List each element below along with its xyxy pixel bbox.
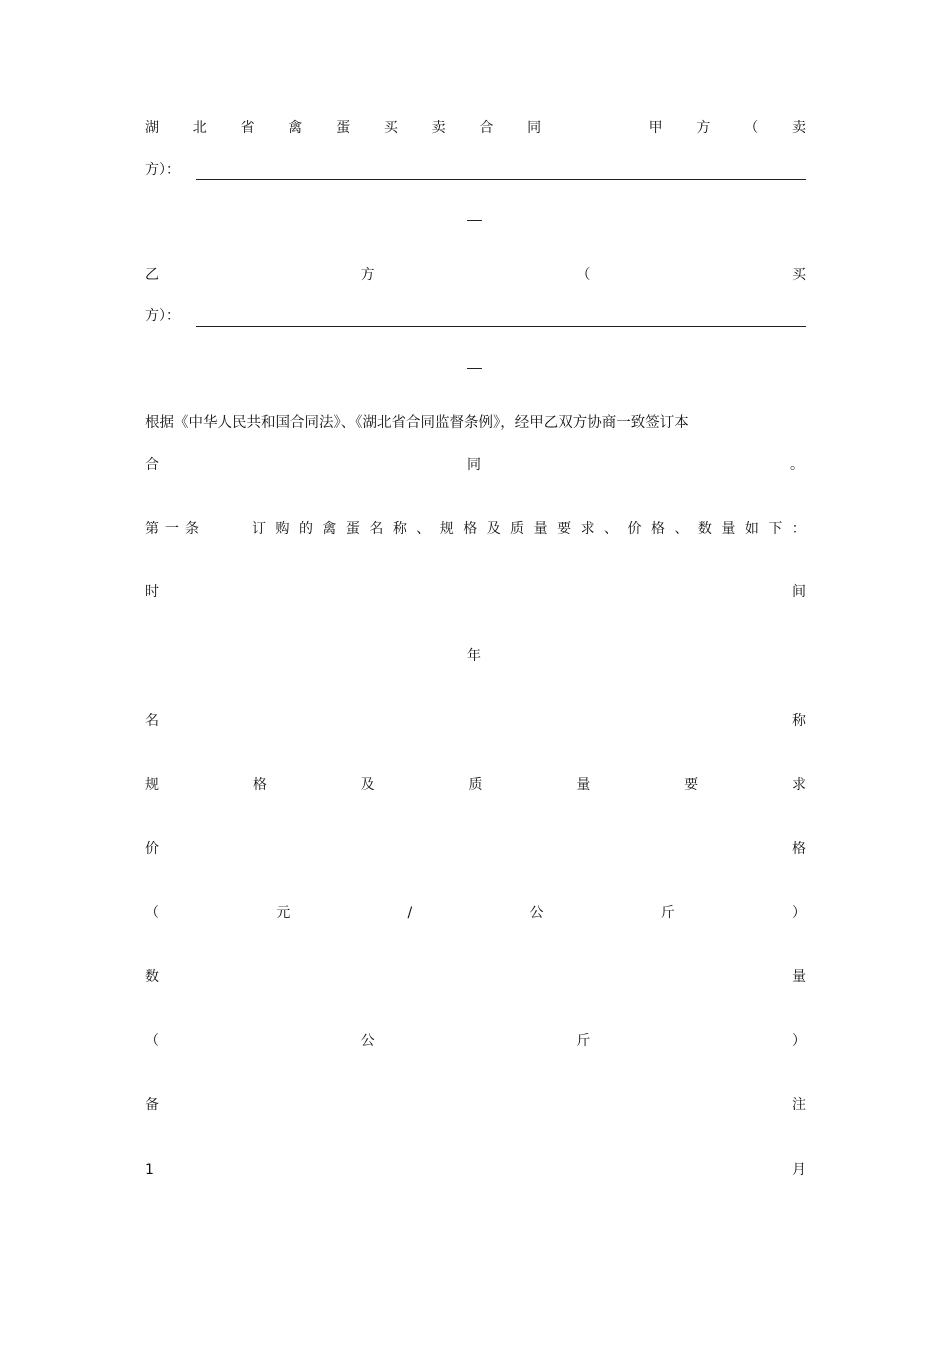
article-1-char: 格: [650, 521, 665, 537]
article-1-char: 购: [275, 521, 290, 537]
quantity-unit-char: （: [145, 1033, 159, 1049]
contract-title-line: [145, 118, 806, 138]
article-1-char: 、: [674, 521, 689, 537]
title-gap: [575, 118, 615, 138]
remark-label-end: 注: [792, 1097, 806, 1113]
article-1-line: [145, 519, 806, 539]
spec-label-line: [145, 775, 806, 795]
party-a-char: 方: [696, 120, 711, 136]
party-a-label: 方）：: [145, 162, 180, 178]
article-1-char: ：: [791, 521, 806, 537]
article-1-heading: 第一条: [145, 521, 205, 537]
title-char: 北: [192, 120, 207, 136]
contract-period: 。: [790, 457, 804, 473]
title-char: 买: [383, 120, 398, 136]
price-unit-char: 斤: [660, 905, 675, 921]
article-1-char: 量: [721, 521, 736, 537]
article-1-char: 如: [744, 521, 759, 537]
quantity-label-start: 数: [145, 969, 159, 985]
party-b-label: 方）：: [145, 308, 180, 324]
spec-char: 格: [252, 777, 267, 793]
spec-char: 求: [791, 777, 806, 793]
article-1-char: 及: [486, 521, 501, 537]
party-b-fill-line[interactable]: [196, 326, 806, 327]
article-1-text: [252, 519, 806, 539]
time-label-start: 时: [145, 584, 159, 600]
article-1-char: 下: [768, 521, 783, 537]
remark-label-start: 备: [145, 1097, 159, 1113]
party-b-char: （: [576, 267, 591, 283]
article-1-char: 量: [533, 521, 548, 537]
name-label-end: 称: [792, 713, 806, 729]
quantity-unit-char: ）: [791, 1033, 806, 1049]
title-char: 同: [527, 120, 542, 136]
party-b-char: 方: [360, 267, 375, 283]
article-1-char: 、: [416, 521, 431, 537]
party-a-char: 卖: [791, 120, 806, 136]
article-1-char: 要: [557, 521, 572, 537]
spec-char: 质: [468, 777, 483, 793]
price-unit-char: 元: [276, 905, 291, 921]
article-1-char: 的: [298, 521, 313, 537]
party-a-char: 甲: [648, 120, 663, 136]
price-label-start: 价: [145, 841, 159, 857]
year-label: 年: [467, 648, 481, 664]
article-1-char: 禽: [322, 521, 337, 537]
month-label: 月: [792, 1162, 806, 1178]
quantity-unit-char: 斤: [576, 1033, 591, 1049]
party-b-dash: [467, 368, 482, 369]
party-b-line: [145, 265, 806, 285]
title-char: 蛋: [336, 120, 351, 136]
article-1-char: 求: [580, 521, 595, 537]
quantity-unit-char: 公: [360, 1033, 375, 1049]
spec-char: 及: [360, 777, 375, 793]
article-1-char: 价: [627, 521, 642, 537]
row-number: 1: [145, 1162, 154, 1178]
price-unit-line: [145, 903, 806, 923]
title-char: 省: [240, 120, 255, 136]
price-unit-char: （: [145, 905, 159, 921]
price-unit-char: 公: [529, 905, 544, 921]
article-1-char: 数: [697, 521, 712, 537]
title-char: 湖: [145, 120, 159, 136]
spec-char: 量: [576, 777, 591, 793]
party-a-fill-line[interactable]: [196, 179, 806, 180]
price-unit-char: /: [407, 905, 413, 921]
party-b-char: 买: [791, 267, 806, 283]
party-a-dash: [467, 220, 482, 221]
title-char: 禽: [288, 120, 303, 136]
quantity-label-end: 量: [792, 969, 806, 985]
article-1-char: 格: [463, 521, 478, 537]
spec-char: 要: [684, 777, 699, 793]
time-label-end: 间: [792, 584, 806, 600]
intro-paragraph: 根据《中华人民共和国合同法》、《湖北省合同监督条例》，经甲乙双方协商一致签订本: [145, 415, 689, 431]
article-1-char: 名: [369, 521, 384, 537]
article-1-char: 规: [439, 521, 454, 537]
article-1-char: 蛋: [345, 521, 360, 537]
price-unit-char: ）: [791, 905, 806, 921]
article-1-char: 称: [392, 521, 407, 537]
title-char: 卖: [431, 120, 446, 136]
title-char: 合: [479, 120, 494, 136]
party-b-char: 乙: [145, 267, 159, 283]
spec-char: 规: [145, 777, 159, 793]
article-1-char: 订: [252, 521, 266, 537]
price-label-end: 格: [792, 841, 806, 857]
article-1-char: 质: [510, 521, 525, 537]
quantity-unit-line: [145, 1031, 806, 1051]
contract-char: 同: [467, 457, 481, 473]
article-1-char: 、: [604, 521, 619, 537]
contract-char: 合: [145, 457, 159, 473]
party-a-char: （: [744, 120, 759, 136]
name-label-start: 名: [145, 713, 159, 729]
